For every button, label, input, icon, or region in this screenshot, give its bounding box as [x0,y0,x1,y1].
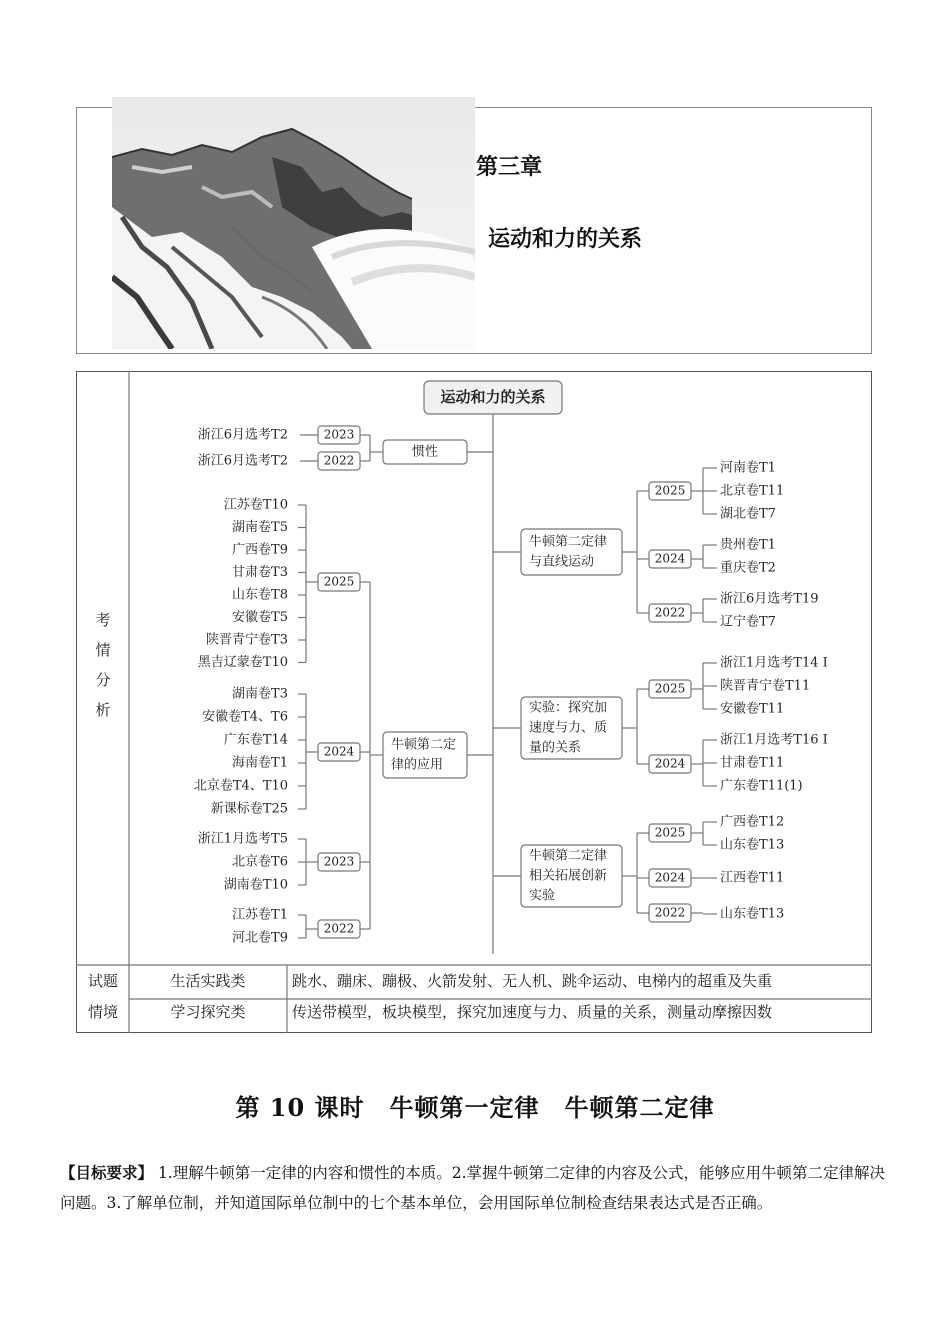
goals-text: 1.理解牛顿第一定律的内容和惯性的本质。2.掌握牛顿第二定律的内容及公式，能够应用牛顿第二定律解决问题。3.了解单位制，并知道国际单位制中的七个基本单位，会用国际单位制检查结果表达式是否正确。 [60,1164,886,1212]
year-label: 2022 [323,453,355,468]
exam-item: 贵州卷T1 [720,537,776,553]
application-node-label: 律的应用 [391,757,444,773]
year-label: 2024 [654,756,686,771]
year-label: 2025 [654,681,686,696]
year-label: 2022 [654,905,686,920]
year-label: 2024 [654,870,686,885]
context-description: 传送带模型，板块模型，探究加速度与力、质量的关系，测量动摩擦因数 [292,1003,773,1021]
analysis-row-label: 情 [95,641,111,659]
exam-item: 河南卷T1 [720,460,776,476]
chapter-title: 运动和力的关系 [488,226,643,252]
exam-item: 北京卷T4、T10 [193,778,288,794]
application-node-label: 牛顿第二定 [391,737,457,753]
exam-item: 浙江1月选考T14 Ⅰ [720,655,828,671]
exam-item: 湖南卷T3 [232,686,288,702]
exam-item: 浙江1月选考T5 [197,831,288,847]
exam-analysis-table [76,371,872,1033]
exam-item: 浙江6月选考T19 [720,591,819,607]
exam-item: 河北卷T9 [232,930,288,946]
learning-goals [60,1158,890,1218]
exam-item: 甘肃卷T3 [232,565,288,580]
exam-item: 浙江1月选考T16 Ⅰ [720,732,828,748]
linear-node-label: 与直线运动 [529,554,595,570]
year-label: 2024 [654,551,686,566]
exam-item: 辽宁卷T7 [720,614,776,630]
exam-item: 重庆卷T2 [720,560,776,576]
lesson-title: 第 10 课时 牛顿第一定律 牛顿第二定律 [235,1093,715,1122]
exam-item: 安徽卷T11 [720,701,785,717]
year-label: 2024 [323,744,355,759]
mindmap-root: 运动和力的关系 [440,388,546,406]
analysis-row-label: 析 [95,701,111,719]
extension-node-label: 牛顿第二定律 [529,848,608,864]
exam-item: 江苏卷T10 [223,497,288,513]
exam-item: 湖北卷T7 [720,506,776,522]
exam-item: 北京卷T11 [720,483,785,499]
year-label: 2022 [654,605,686,620]
exam-item: 安徽卷T5 [232,610,288,625]
context-row-label: 情境 [87,1003,119,1021]
exam-item: 广东卷T11(1) [720,778,803,794]
exam-item: 安徽卷T4、T6 [202,709,288,725]
exam-item: 陕晋青宁卷T11 [720,678,811,694]
exam-item: 广西卷T12 [720,814,785,830]
exam-item: 北京卷T6 [232,854,288,870]
exam-item: 湖南卷T5 [232,520,288,535]
exam-item: 湖南卷T10 [223,877,288,893]
experiment-node-label: 速度与力、质 [529,720,608,736]
year-label: 2023 [323,427,355,442]
exam-item: 陕晋青宁卷T3 [206,632,288,648]
exam-item: 甘肃卷T11 [720,755,785,771]
extension-node-label: 相关拓展创新 [529,868,608,884]
exam-item: 海南卷T1 [232,755,288,771]
exam-item: 浙江6月选考T2 [197,427,288,443]
exam-item: 新课标卷T25 [210,801,288,817]
experiment-node-label: 量的关系 [529,740,582,756]
extension-node-label: 实验 [529,888,556,904]
analysis-row-label: 分 [95,671,111,689]
exam-item: 江苏卷T1 [232,907,288,923]
exam-item: 浙江6月选考T2 [197,453,288,469]
year-label: 2025 [323,574,355,589]
analysis-row-label: 考 [95,611,111,629]
year-label: 2025 [654,483,686,498]
context-type: 生活实践类 [170,972,246,990]
mountain-photo [112,97,475,349]
year-label: 2022 [323,921,355,936]
year-label: 2023 [323,854,355,869]
linear-node-label: 牛顿第二定律 [529,534,608,550]
exam-item: 黑吉辽蒙卷T10 [197,655,288,670]
goals-label: 【目标要求】 [60,1163,154,1182]
exam-item: 江西卷T11 [720,870,785,886]
year-label: 2025 [654,825,686,840]
context-row-label: 试题 [87,972,119,990]
exam-item: 山东卷T8 [232,587,288,603]
inertia-node-label: 惯性 [411,444,439,460]
exam-item: 广东卷T14 [223,732,288,748]
exam-item: 广西卷T9 [232,542,288,558]
context-description: 跳水、蹦床、蹦极、火箭发射、无人机、跳伞运动、电梯内的超重及失重 [292,972,773,990]
exam-item: 山东卷T13 [720,906,785,922]
exam-item: 山东卷T13 [720,837,785,853]
context-type: 学习探究类 [170,1003,246,1021]
experiment-node-label: 实验：探究加 [529,700,608,716]
chapter-number: 第三章 [476,154,543,180]
